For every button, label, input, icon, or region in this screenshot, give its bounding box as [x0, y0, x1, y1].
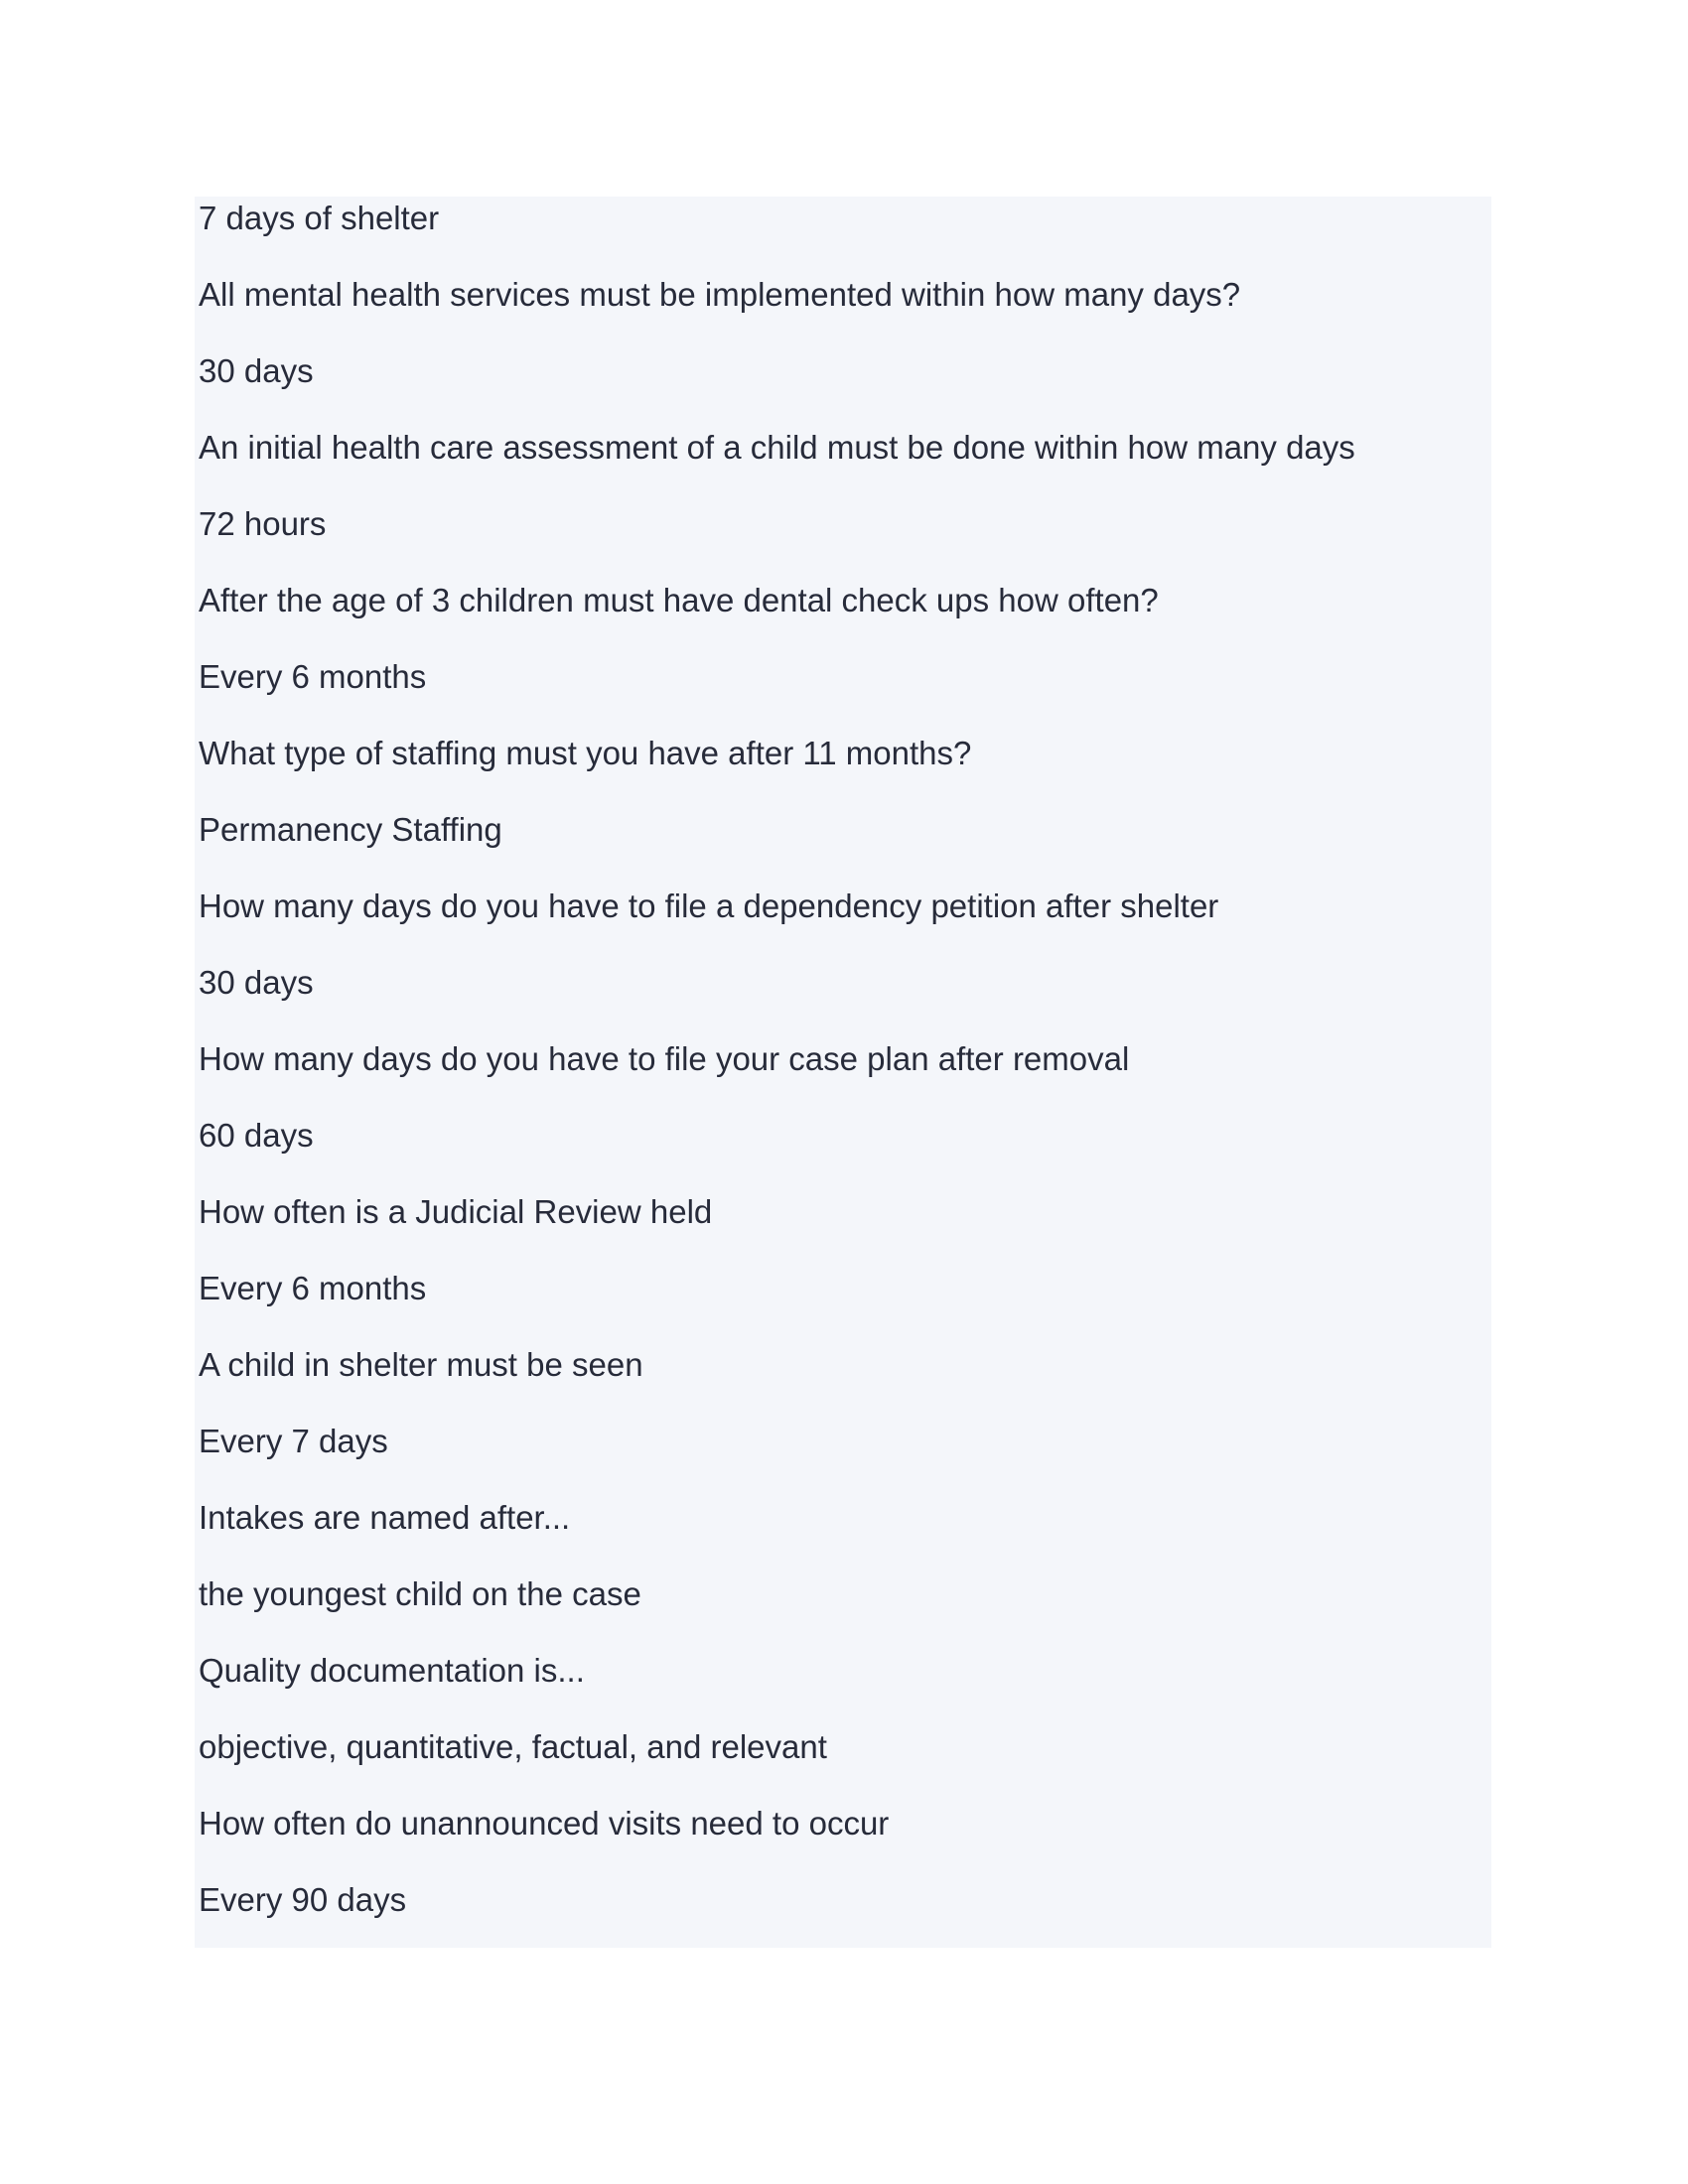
text-line: How many days do you have to file your case plan after removal [199, 1040, 1130, 1077]
text-line: Every 6 months [199, 1270, 427, 1306]
text-line: How often is a Judicial Review held [199, 1193, 713, 1230]
text-line: 30 days [199, 964, 314, 1001]
text-line: An initial health care assessment of a child must be done within how many days [199, 429, 1355, 466]
text-line: Every 7 days [199, 1423, 388, 1459]
text-line: All mental health services must be implemented within how many days? [199, 276, 1241, 313]
text-line: 7 days of shelter [199, 200, 440, 236]
text-line: objective, quantitative, factual, and relevant [199, 1728, 827, 1765]
text-line: How many days do you have to file a dependency petition after shelter [199, 887, 1219, 924]
text-line: A child in shelter must be seen [199, 1346, 643, 1383]
text-line: Permanency Staffing [199, 811, 502, 848]
text-line: Quality documentation is... [199, 1652, 585, 1689]
text-line: the youngest child on the case [199, 1575, 641, 1612]
text-line: What type of staffing must you have after 11 months? [199, 735, 972, 771]
text-line: Every 6 months [199, 658, 427, 695]
text-line: 60 days [199, 1117, 314, 1154]
text-line: After the age of 3 children must have dental check ups how often? [199, 582, 1159, 618]
text-line: 72 hours [199, 505, 327, 542]
text-line: Intakes are named after... [199, 1499, 571, 1536]
text-line: 30 days [199, 352, 314, 389]
text-line: Every 90 days [199, 1881, 407, 1918]
flashcard-text-block [195, 197, 1491, 1948]
text-line: How often do unannounced visits need to occur [199, 1805, 890, 1842]
